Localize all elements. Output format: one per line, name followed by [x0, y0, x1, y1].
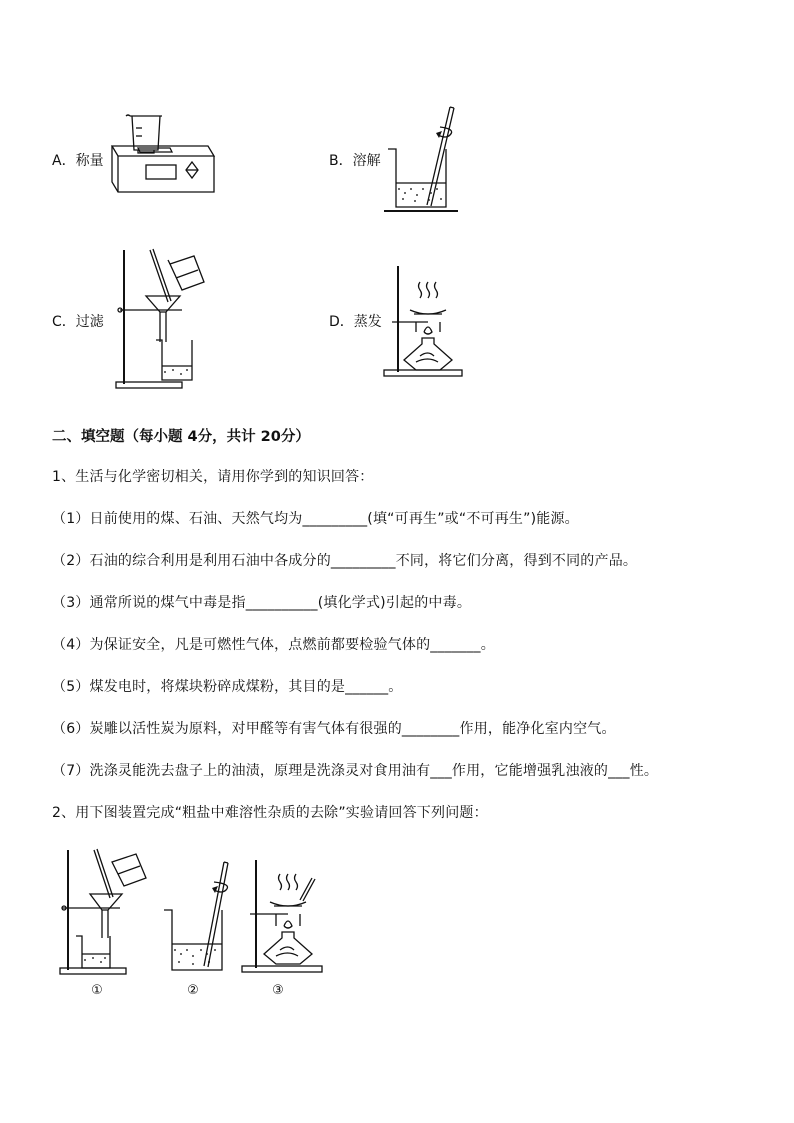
- option-d: [329, 311, 382, 331]
- option-b: [329, 150, 381, 170]
- figure-1-filtration: [56, 846, 166, 978]
- balance-figure: [108, 112, 218, 198]
- option-d-letter: D．: [329, 314, 354, 330]
- option-d-text: 蒸发: [353, 314, 382, 330]
- option-b-text: 溶解: [352, 153, 381, 169]
- q2-stem: 2、用下图装置完成“粗盐中难溶性杂质的去除”实验请回答下列问题：: [52, 805, 488, 821]
- option-a-letter: A．: [52, 153, 76, 169]
- evaporation-figure: [380, 260, 470, 380]
- figure-2-dissolve: [162, 858, 242, 974]
- q1-item-6: （6）炭雕以活性炭为原料，对甲醛等有害气体有很强的________作用，能净化室内空气。: [52, 721, 616, 737]
- figure-label-1: ①: [91, 983, 103, 998]
- q1-item-2: （2）石油的综合利用是利用石油中各成分的_________不同，将它们分离，得到不同的产品。: [52, 553, 638, 569]
- q1-item-4: （4）为保证安全，凡是可燃性气体，点燃前都要检验气体的_______。: [52, 637, 495, 653]
- figure-label-2: ②: [187, 983, 199, 998]
- option-c-text: 过滤: [75, 314, 104, 330]
- q1-item-3: （3）通常所说的煤气中毒是指__________(填化学式)引起的中毒。: [52, 595, 472, 611]
- option-c: [52, 311, 104, 331]
- q1-item-5: （5）煤发电时，将煤块粉碎成煤粉，其目的是______。: [52, 679, 403, 695]
- figure-label-3: ③: [272, 983, 284, 998]
- q1-stem: 1、生活与化学密切相关，请用你学到的知识回答：: [52, 469, 374, 485]
- dissolve-figure: [384, 103, 464, 215]
- option-c-letter: C．: [52, 314, 76, 330]
- figure-3-evaporation: [240, 856, 330, 976]
- option-b-letter: B．: [329, 153, 353, 169]
- q1-item-1: （1）日前使用的煤、石油、天然气均为_________(填“可再生”或“不可再生”)能源。: [52, 511, 579, 527]
- q1-item-7: （7）洗涤灵能洗去盘子上的油渍，原理是洗涤灵对食用油有___作用，它能增强乳浊液的___性。: [52, 763, 659, 779]
- section-heading: 二、填空题（每小题 4分，共计 20分）: [52, 429, 310, 445]
- option-a-text: 称量: [75, 153, 104, 169]
- option-a: [52, 150, 104, 170]
- filtration-figure: [112, 246, 212, 390]
